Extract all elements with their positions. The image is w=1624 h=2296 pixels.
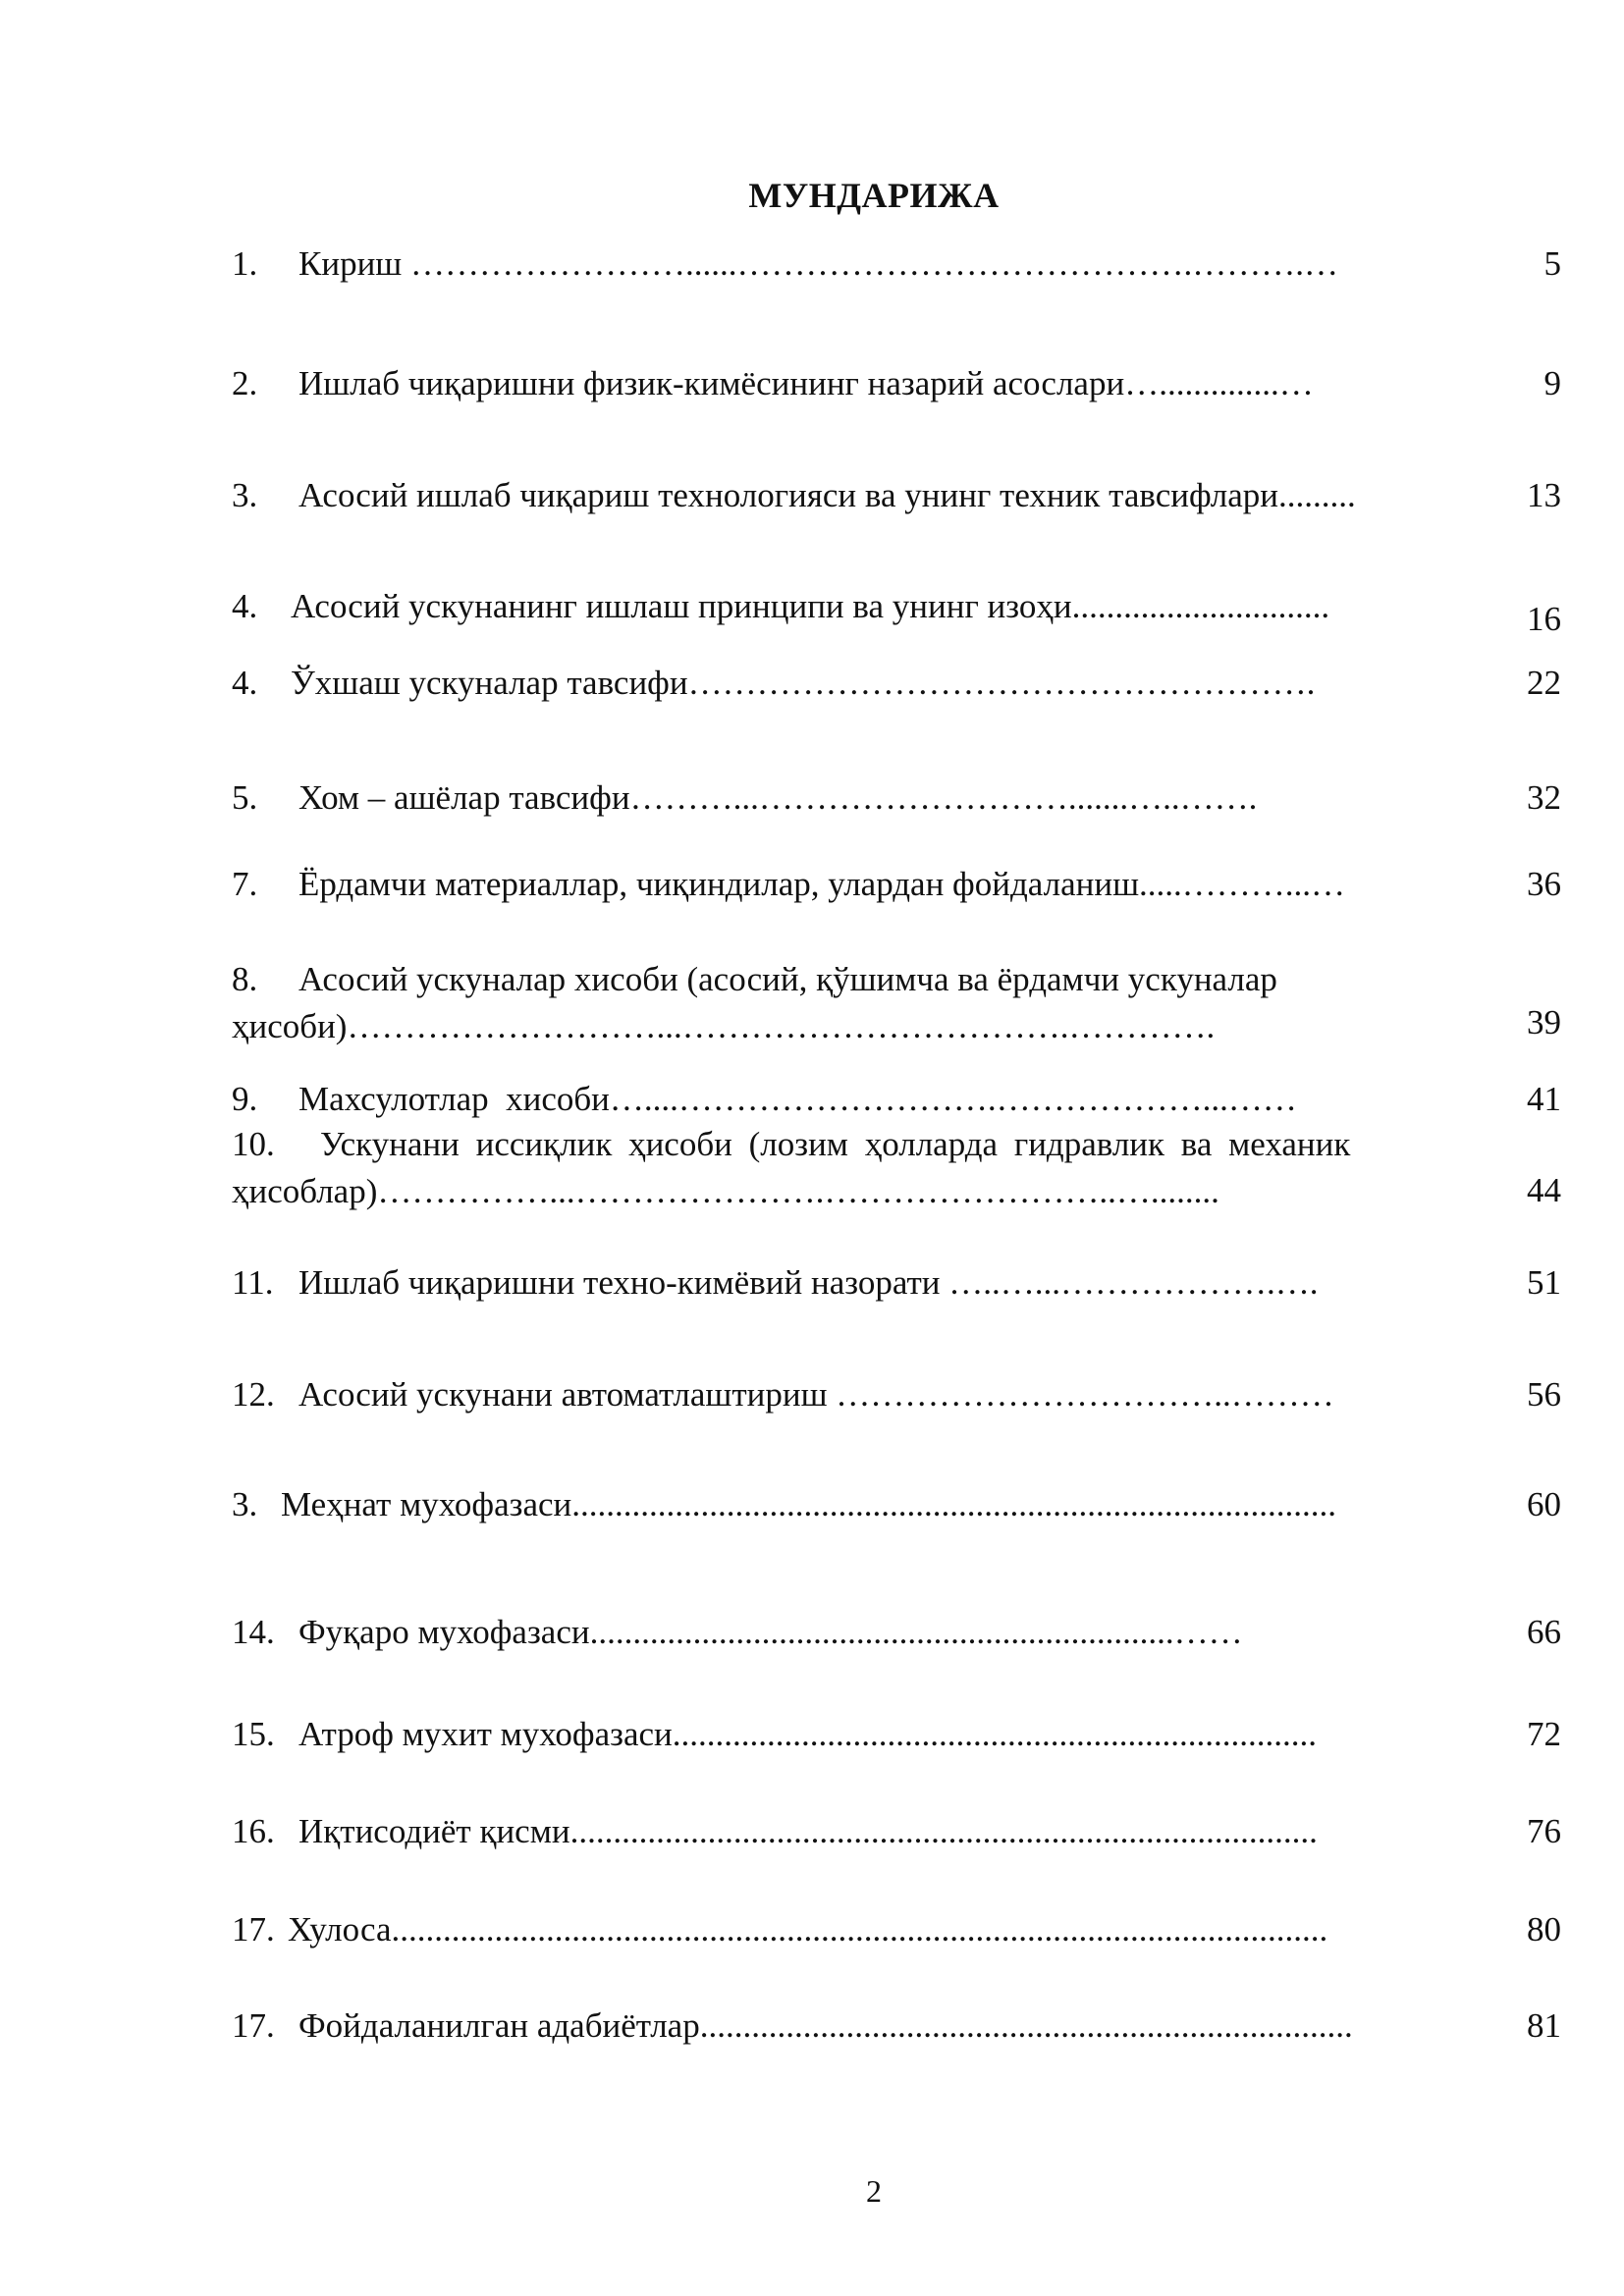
entry-page-number: 51 [1527,1263,1561,1302]
entry-page-number: 44 [1527,1171,1561,1209]
entry-number: 8. [232,960,258,998]
entry-number: 15. [232,1715,275,1753]
toc-entry [232,241,1492,287]
toc-entry [232,2003,1492,2049]
toc-entry [232,1907,1492,1952]
entry-number: 4. [232,587,258,625]
toc-entry [232,584,1492,629]
entry-number: 14. [232,1613,275,1651]
entry-page-number: 60 [1527,1485,1561,1523]
entry-page-number: 81 [1527,2006,1561,2045]
entry-number: 5. [232,778,258,817]
entry-title: Асосий ишлаб чиқариш технологияси ва унинг техник тавсифлари......... [298,476,1356,514]
entry-page-number: 41 [1527,1080,1561,1118]
entry-page-number: 80 [1527,1910,1561,1949]
toc-entry [232,1712,1492,1757]
toc-entry [232,661,1492,706]
entry-title: Кириш ……………………......………………………………….……….… [298,244,1339,283]
entry-title: Ўхшаш ускуналар тавсифи………………………………………………. [291,664,1316,702]
toc-title: МУНДАРИЖА [748,176,1000,215]
toc-entry [232,1077,1492,1122]
entry-number: 16. [232,1812,275,1850]
entry-title: Хом – ашёлар тавсифи………...……………………….......…..……. [298,778,1258,817]
entry-number: 11. [232,1263,274,1302]
entry-page-number: 39 [1527,1003,1561,1041]
entry-number: 7. [232,865,258,903]
entry-title: Асосий ускунани автоматлаштириш ……………………………..……… [298,1375,1334,1414]
toc-entry [232,1809,1492,1854]
toc-entry [232,1372,1492,1417]
entry-number: 2. [232,364,258,402]
entry-number: 4. [232,664,258,702]
toc-entry [232,775,1492,821]
toc-entry [232,1610,1492,1655]
entry-number: 17. [232,2006,275,2045]
entry-page-number: 36 [1527,865,1561,903]
toc-entry [232,1260,1492,1306]
entry-page-number: 5 [1543,244,1561,283]
entry-number: 17. [232,1910,275,1949]
entry-title: Ишлаб чиқаришни физик-кимёсининг назарий асослари…..............… [298,364,1314,402]
entry-page-number: 16 [1527,600,1561,638]
entry-title: Асосий ускунанинг ишлаш принципи ва унинг изоҳи.............................. [291,587,1330,625]
entry-title: Ёрдамчи материаллар, чиқиндилар, улардан фойдаланиш.....………...… [298,865,1346,903]
entry-page-number: 72 [1527,1715,1561,1753]
entry-page-number: 66 [1527,1613,1561,1651]
entry-page-number: 32 [1527,778,1561,817]
entry-title: Атроф мухит мухофазаси........................................................................... [298,1715,1318,1753]
entry-title: Меҳнат мухофазаси......................................................................................... [281,1485,1337,1523]
entry-title-continuation: ҳисоблар)……………...………………….……………………..…........ [232,1172,1219,1210]
entry-title: Фуқаро мухофазаси....................................................................…… [298,1613,1243,1651]
entry-title: Хулоса............................................................................................................. [288,1910,1328,1949]
footer-page-number: 2 [866,2173,882,2209]
entry-number: 10. [232,1125,275,1163]
toc-entry [232,1482,1492,1527]
entry-title: Асосий ускуналар хисоби (асосий, қўшимча ва ёрдамчи ускуналар [298,960,1277,998]
entry-title: Иқтисодиёт қисми....................................................................................... [298,1812,1318,1850]
toc-entry [232,1122,1492,1214]
entry-number: 3. [232,476,258,514]
entry-page-number: 13 [1527,476,1561,514]
toc-entry [232,957,1492,1049]
entry-title: Фойдаланилган адабиётлар............................................................................ [298,2006,1353,2045]
entry-title-continuation: ҳисоби)………………………...…………………………….…………. [232,1007,1216,1045]
entry-number: 9. [232,1080,258,1118]
entry-number: 12. [232,1375,275,1414]
entry-page-number: 9 [1543,364,1561,402]
entry-page-number: 76 [1527,1812,1561,1850]
entry-title: Махсулотлар хисоби…....……………………….………………...…… [298,1080,1297,1118]
entry-page-number: 22 [1527,664,1561,702]
entry-page-number: 56 [1527,1375,1561,1414]
toc-entry [232,862,1492,907]
entry-number: 1. [232,244,258,283]
entry-title: Ускунани иссиқлик ҳисоби (лозим ҳолларда гидравлик ва механик [320,1125,1351,1163]
toc-entry [232,473,1492,518]
toc-entry [232,361,1492,406]
entry-title: Ишлаб чиқаришни техно-кимёвий назорати …..…...……………….…. [298,1263,1319,1302]
entry-number: 3. [232,1485,258,1523]
